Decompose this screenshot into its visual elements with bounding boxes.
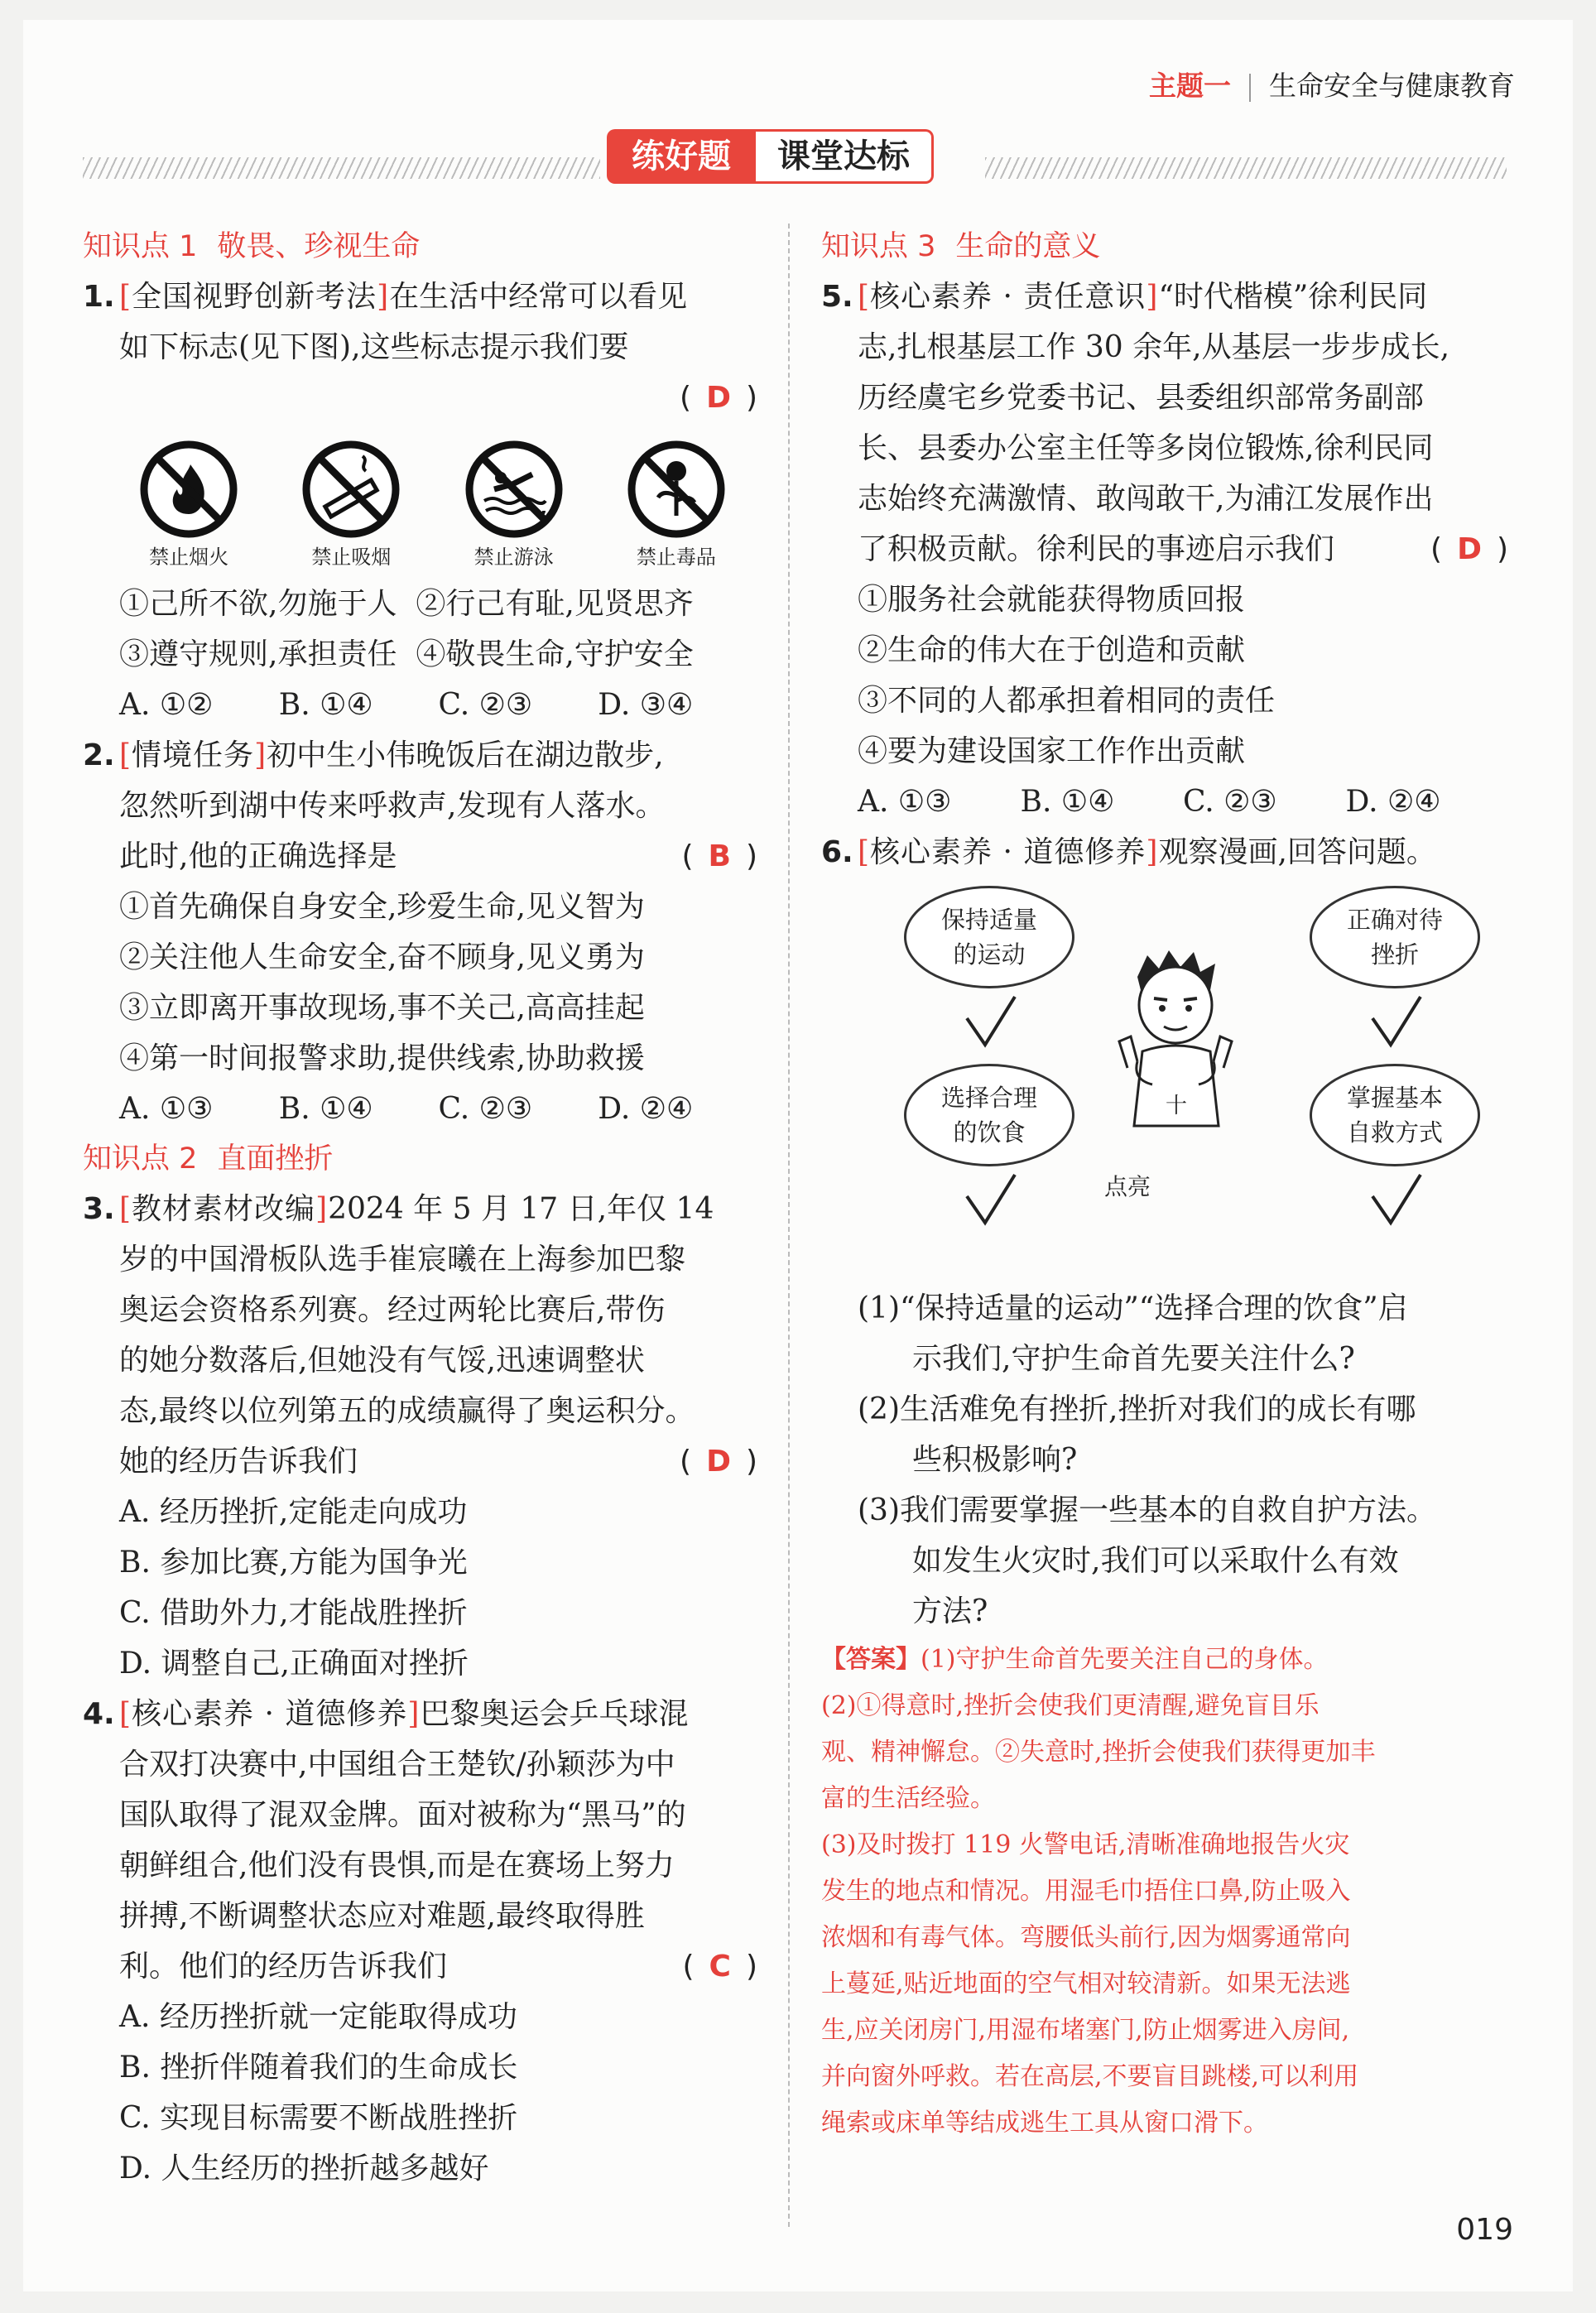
- answer-bracket: ( D ): [680, 381, 757, 415]
- section-banner: [607, 129, 934, 184]
- checkmark-icon: [962, 1171, 1020, 1229]
- sign-label: 禁止烟火: [149, 546, 229, 569]
- choice-row: [83, 680, 757, 730]
- comic-illustration: [879, 886, 1508, 1275]
- answer-line: 生,应关闭房门,用湿布堵塞门,防止烟雾进入房间,: [821, 2016, 1350, 2045]
- question-stem: 的她分数落后,但她没有气馁,迅速调整状: [119, 1344, 645, 1378]
- option-d: D. 人生经历的挫折越多越好: [119, 2152, 489, 2186]
- sign-no-smoking: [270, 438, 432, 574]
- no-smoking-icon: [300, 438, 402, 541]
- hatch-divider-left: [83, 157, 600, 179]
- choice-c: C. ②③: [438, 1092, 533, 1126]
- answer-line: (2)①得意时,挫折会使我们更清醒,避免盲目乐: [821, 1691, 1320, 1720]
- answer-line: (3)及时拨打 119 火警电话,清晰准确地报告火灾: [821, 1830, 1350, 1859]
- checkmark-icon: [1368, 1171, 1425, 1229]
- kp-title: 敬畏、珍视生命: [217, 230, 421, 263]
- column-divider: [788, 224, 790, 2227]
- sign-no-swimming: [433, 438, 595, 574]
- choice-c: C. ②③: [1183, 785, 1277, 819]
- hatch-divider-right: [985, 157, 1507, 179]
- answer-bracket: ( D ): [1430, 532, 1508, 566]
- question-tag: [全国视野创新考法]: [119, 280, 390, 314]
- question-tag: [教材素材改编]: [119, 1192, 329, 1226]
- kp-title: 直面挫折: [217, 1142, 334, 1176]
- question-stem: 忽然听到湖中传来呼救声,发现有人落水。: [119, 789, 666, 823]
- question-number: 2.: [83, 738, 115, 772]
- option-a: A. 经历挫折,定能走向成功: [119, 1495, 468, 1529]
- answer-letter: C: [709, 1950, 731, 1984]
- question-stem: “时代楷模”徐利民同: [1158, 280, 1428, 314]
- sign-label: 禁止吸烟: [311, 546, 392, 569]
- choice-c: C. ②③: [438, 688, 533, 722]
- header-separator: [1249, 74, 1251, 102]
- question-1: [83, 272, 757, 423]
- question-stem: 观察漫画,回答问题。: [1158, 835, 1436, 869]
- no-swimming-icon: [463, 438, 565, 541]
- choice-d: D. ②④: [598, 1092, 694, 1126]
- option-line: ①己所不欲,勿施于人 ②行己有耻,见贤思齐: [119, 587, 694, 621]
- choice-b: B. ①④: [278, 688, 373, 722]
- banner-part1: 练好题: [607, 129, 756, 184]
- knowledge-point-2: [83, 1134, 757, 1184]
- answer-bracket: ( C ): [682, 1950, 757, 1984]
- knowledge-point-1: [83, 222, 757, 272]
- sign-no-fire: [108, 438, 270, 574]
- answer-line: 并向窗外呼救。若在高层,不要盲目跳楼,可以利用: [821, 2062, 1359, 2091]
- option-line: ④第一时间报警求助,提供线索,协助救援: [119, 1041, 645, 1075]
- question-tag: [核心素养 · 道德修养]: [858, 835, 1159, 869]
- question-number: 1.: [83, 280, 115, 314]
- question-stem: 国队取得了混双金牌。面对被称为“黑马”的: [119, 1798, 686, 1832]
- kp-number: 知识点 3: [821, 230, 936, 263]
- question-stem: 合双打决赛中,中国组合王楚钦/孙颖莎为中: [119, 1748, 675, 1782]
- page-number: 019: [1456, 2213, 1513, 2247]
- answer-letter: B: [708, 839, 731, 873]
- option-c: C. 实现目标需要不断战胜挫折: [119, 2101, 518, 2135]
- question-6: [821, 827, 1508, 878]
- answer-letter: D: [706, 381, 731, 415]
- option-line: ③立即离开事故现场,事不关己,高高挂起: [119, 991, 645, 1025]
- answer-key-label: 【答案】: [821, 1645, 921, 1674]
- kp-number: 知识点 1: [83, 230, 198, 263]
- question-stem: 初中生小伟晚饭后在湖边散步,: [267, 738, 664, 772]
- question-stem: 了积极贡献。徐利民的事迹启示我们: [858, 532, 1335, 566]
- question-stem: 历经虞宅乡党委书记、县委组织部常务副部: [858, 381, 1425, 415]
- answer-bracket: ( B ): [681, 839, 757, 873]
- subquestion-2: (2)生活难免有挫折,挫折对我们的成长有哪 些积极影响?: [858, 1392, 1416, 1477]
- question-stem: 2024 年 5 月 17 日,年仅 14: [328, 1192, 714, 1226]
- question-tag: [核心素养 · 责任意识]: [858, 280, 1159, 314]
- kp-number: 知识点 2: [83, 1142, 198, 1176]
- question-stem: 她的经历告诉我们: [119, 1445, 358, 1479]
- choice-a: A. ①②: [119, 688, 214, 722]
- option-line: ③遵守规则,承担责任 ④敬畏生命,守护安全: [119, 637, 694, 671]
- option-a: A. 经历挫折就一定能取得成功: [119, 2000, 517, 2034]
- question-number: 5.: [821, 280, 853, 314]
- option-line: ④要为建设国家工作作出贡献: [858, 734, 1246, 768]
- knowledge-point-3: [821, 222, 1508, 272]
- answer-line: 发生的地点和情况。用湿毛巾捂住口鼻,防止吸入: [821, 1877, 1351, 1906]
- subquestion-3: (3)我们需要掌握一些基本的自救自护方法。 如发生火灾时,我们可以采取什么有效 方法?: [858, 1493, 1436, 1628]
- option-line: ②关注他人生命安全,奋不顾身,见义勇为: [119, 940, 645, 974]
- answer-line: 观、精神懈怠。②失意时,挫折会使我们获得更加丰: [821, 1738, 1376, 1767]
- right-column: [821, 222, 1508, 2147]
- left-column: [83, 222, 757, 2194]
- bubble-exercise: 保持适量的运动: [904, 886, 1074, 988]
- option-line: ①首先确保自身安全,珍爱生命,见义智为: [119, 890, 645, 924]
- checkmark-icon: [962, 993, 1020, 1051]
- choice-b: B. ①④: [278, 1092, 373, 1126]
- question-stem: 志,扎根基层工作 30 余年,从基层一步步成长,: [858, 330, 1450, 364]
- question-5: [821, 272, 1508, 777]
- answer-block: [821, 1637, 1508, 2147]
- subquestion-1: (1)“保持适量的运动”“选择合理的饮食”启 示我们,守护生命首先要关注什么?: [858, 1291, 1408, 1376]
- answer-line: (1)守护生命首先要关注自己的身体。: [921, 1645, 1329, 1674]
- choice-row: [821, 777, 1508, 827]
- sign-no-drugs: [595, 438, 757, 574]
- answer-letter: D: [706, 1445, 731, 1479]
- question-stem: 如下标志(见下图),这些标志提示我们要: [119, 330, 629, 364]
- choice-d: D. ③④: [598, 688, 694, 722]
- question-stem: 拼搏,不断调整状态应对难题,最终取得胜: [119, 1899, 645, 1933]
- no-drugs-icon: [625, 438, 728, 541]
- header-title: 生命安全与健康教育: [1269, 70, 1515, 102]
- choice-a: A. ①③: [119, 1092, 214, 1126]
- option-b: B. 参加比赛,方能为国争光: [119, 1546, 468, 1580]
- option-c: C. 借助外力,才能战胜挫折: [119, 1596, 468, 1630]
- cartoon-boy-thumbs-up-icon: [1094, 944, 1260, 1159]
- question-stem: 此时,他的正确选择是: [119, 839, 397, 873]
- question-stem: 朝鲜组合,他们没有畏惧,而是在赛场上努力: [119, 1849, 675, 1883]
- question-stem: 在生活中经常可以看见: [389, 280, 688, 314]
- answer-line: 上蔓延,贴近地面的空气相对较清新。如果无法逃: [821, 1969, 1351, 1998]
- question-stem: 岁的中国滑板队选手崔宸曦在上海参加巴黎: [119, 1243, 686, 1277]
- question-4: [83, 1689, 757, 2194]
- sign-label: 禁止游泳: [474, 546, 554, 569]
- page-header: [1149, 65, 1515, 103]
- option-line: ①服务社会就能获得物质回报: [858, 583, 1246, 617]
- option-line: ③不同的人都承担着相同的责任: [858, 684, 1276, 718]
- answer-line: 浓烟和有毒气体。弯腰低头前行,因为烟雾通常向: [821, 1923, 1351, 1952]
- question-tag: [核心素养 · 道德修养]: [119, 1697, 421, 1731]
- question-stem: 利。他们的经历告诉我们: [119, 1950, 448, 1984]
- shirt-character: 十: [1166, 1094, 1188, 1118]
- banner-part2: 课堂达标: [756, 129, 934, 184]
- question-stem: 长、县委办公室主任等多岗位锻炼,徐利民同: [858, 431, 1434, 465]
- figure-caption: 点亮: [1104, 1173, 1151, 1200]
- question-stem: 态,最终以位列第五的成绩赢得了奥运积分。: [119, 1394, 695, 1428]
- answer-line: 绳索或床单等结成逃生工具从窗口滑下。: [821, 2109, 1268, 2137]
- answer-letter: D: [1457, 532, 1482, 566]
- no-fire-icon: [137, 438, 240, 541]
- prohibition-signs: [108, 438, 757, 574]
- choice-a: A. ①③: [858, 785, 952, 819]
- answer-line: 富的生活经验。: [821, 1784, 995, 1813]
- bubble-setback: 正确对待挫折: [1310, 886, 1480, 988]
- question-number: 4.: [83, 1697, 115, 1731]
- question-number: 6.: [821, 835, 853, 869]
- option-b: B. 挫折伴随着我们的生命成长: [119, 2051, 518, 2085]
- question-3: [83, 1184, 757, 1689]
- question-tag: [情境任务]: [119, 738, 267, 772]
- option-line: ②生命的伟大在于创造和贡献: [858, 633, 1246, 667]
- sign-label: 禁止毒品: [636, 546, 716, 569]
- choice-row: [83, 1084, 757, 1134]
- bubble-self-rescue: 掌握基本自救方式: [1310, 1064, 1480, 1166]
- answer-bracket: ( D ): [680, 1445, 757, 1479]
- kp-title: 生命的意义: [955, 230, 1101, 263]
- choice-b: B. ①④: [1020, 785, 1115, 819]
- header-theme: 主题一: [1149, 70, 1231, 102]
- question-stem: 奥运会资格系列赛。经过两轮比赛后,带伤: [119, 1293, 666, 1327]
- question-stem: 巴黎奥运会乒乓球混: [420, 1697, 689, 1731]
- question-stem: 志始终充满激情、敢闯敢干,为浦江发展作出: [858, 482, 1434, 516]
- question-number: 3.: [83, 1192, 115, 1226]
- checkmark-icon: [1368, 993, 1425, 1051]
- option-d: D. 调整自己,正确面对挫折: [119, 1647, 469, 1681]
- choice-d: D. ②④: [1345, 785, 1441, 819]
- bubble-diet: 选择合理的饮食: [904, 1064, 1074, 1166]
- question-2: [83, 730, 757, 1084]
